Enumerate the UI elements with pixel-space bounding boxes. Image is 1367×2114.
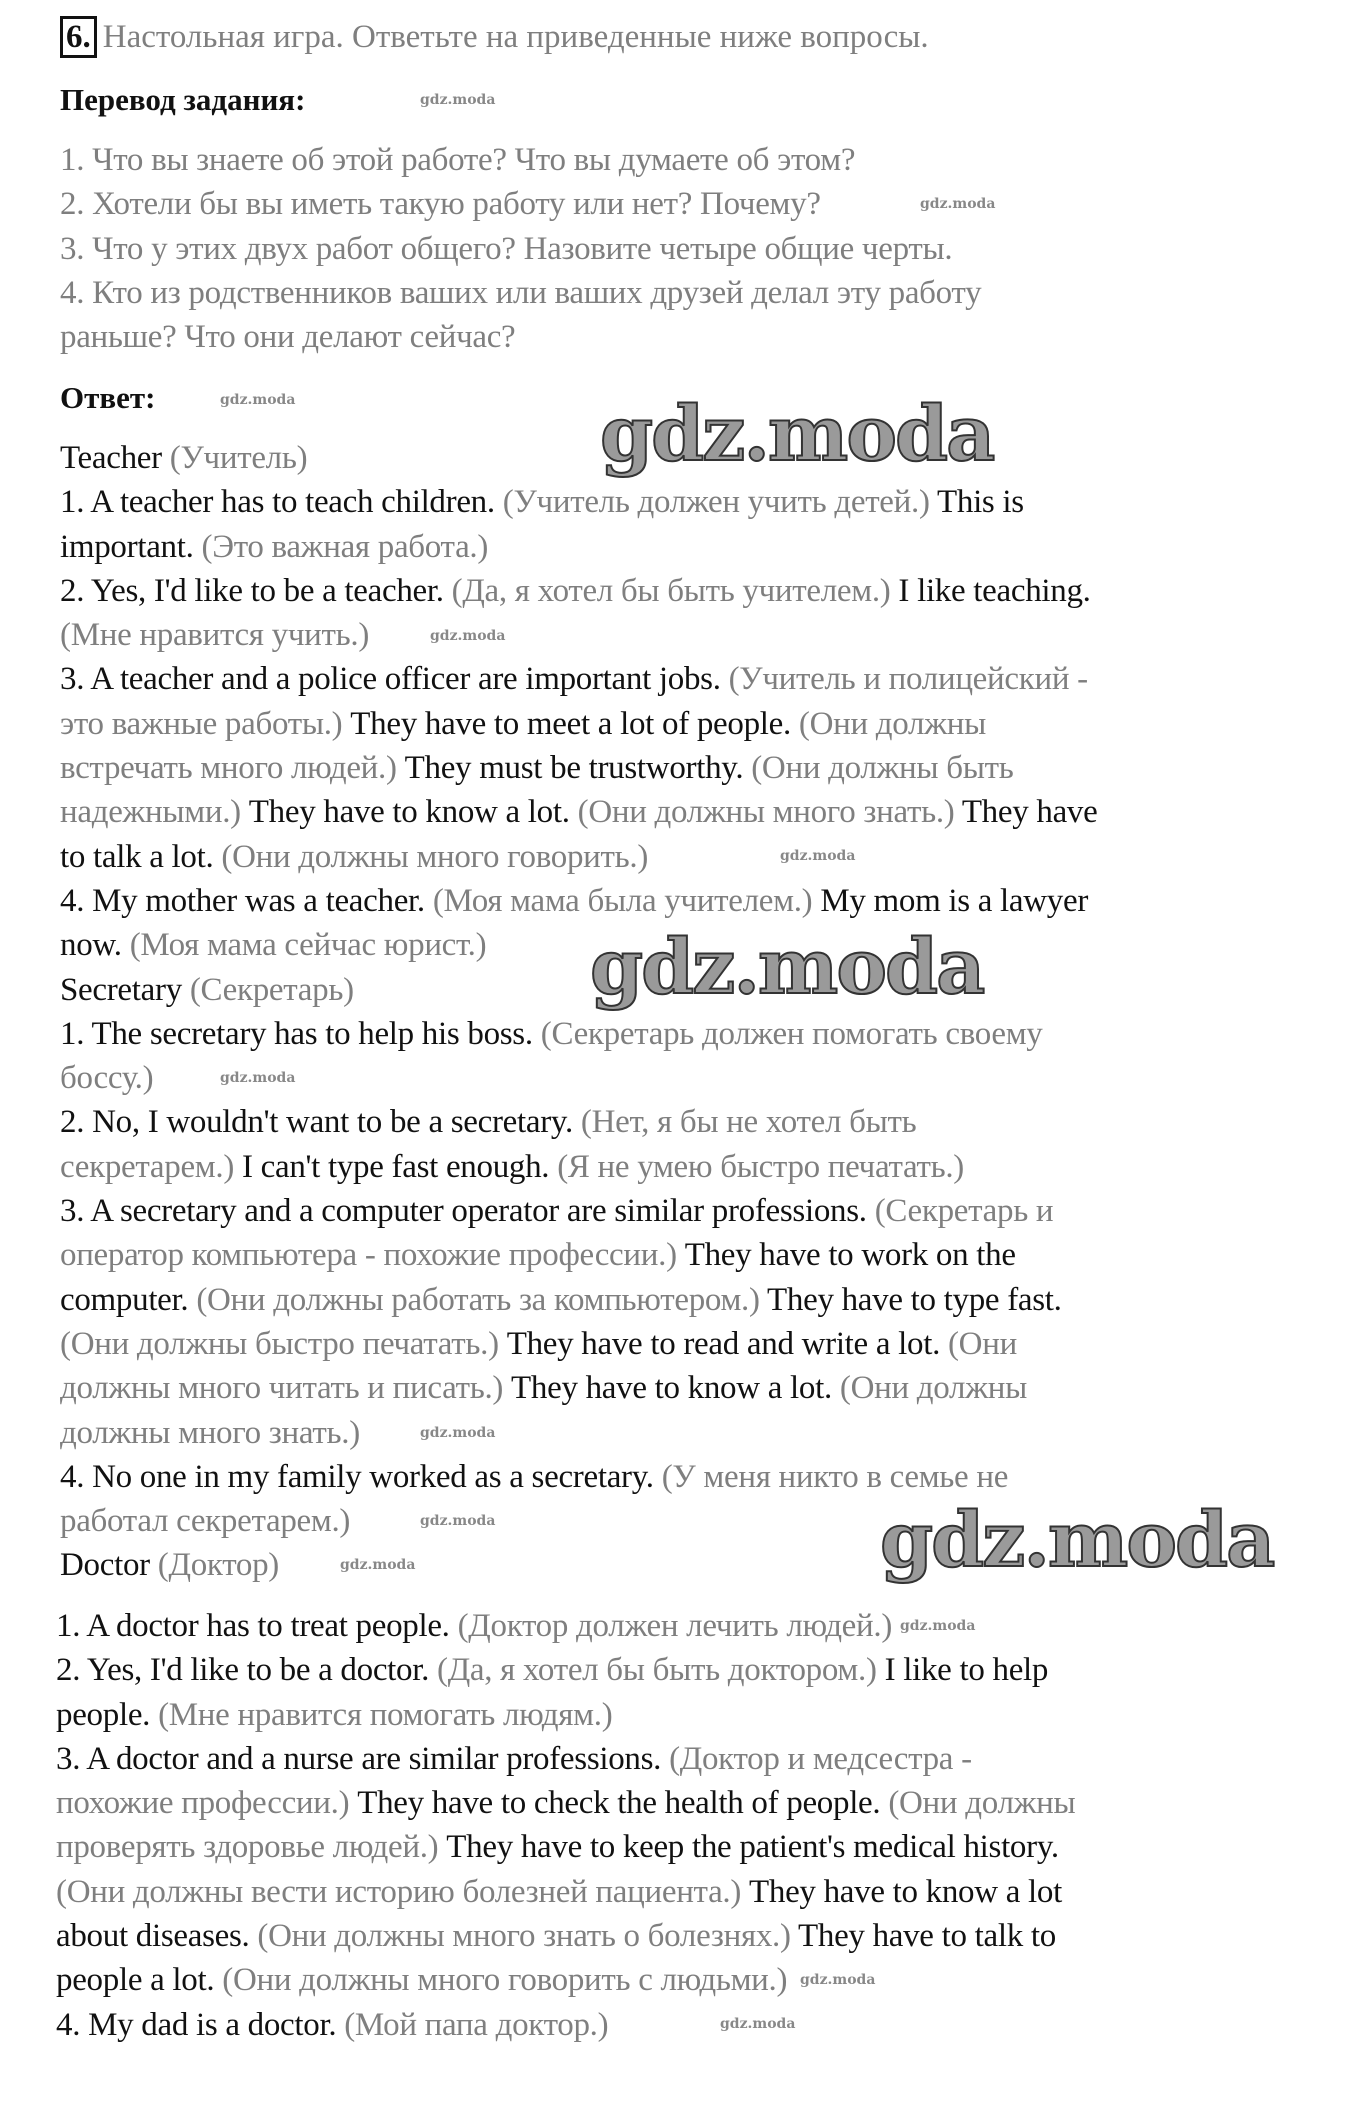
english-text: 4. My dad is a doctor. [56,2006,345,2043]
english-text: This is [929,484,1024,521]
russian-translation: (Учитель должен учить детей.) [502,484,930,521]
english-text: 2. Yes, I'd like to be a teacher. [60,572,452,609]
russian-translation: (Нет, я бы не хотел быть [580,1104,917,1141]
question: раньше? Что они делают сейчас? [60,319,516,356]
text-line [60,702,1097,746]
text-line [56,1870,1075,1914]
russian-translation: похожие профессии.) [56,1785,350,1822]
russian-translation: (Да, я хотел бы быть учителем.) [451,572,891,609]
english-text: They have to know a lot. [503,1370,840,1407]
text-line [60,480,1097,524]
watermark-small: gdz.moda [800,1972,876,1988]
english-text: 1. The secretary has to help his boss. [60,1015,541,1052]
english-text: They have [954,794,1098,831]
russian-translation: (Они должны [888,1785,1076,1822]
text-line [60,879,1097,923]
russian-translation: (Это важная работа.) [201,528,489,565]
english-text: computer. [60,1281,197,1318]
english-text: people. [56,1696,159,1733]
text-line [60,613,1097,657]
english-text: They have to work on the [676,1237,1016,1274]
english-text: 2. Yes, I'd like to be a doctor. [56,1652,438,1689]
text-line [56,1914,1075,1958]
english-text: about diseases. [56,1918,258,1955]
watermark-logo: gdz.moda [880,1495,1274,1584]
english-text: important. [60,528,202,565]
russian-translation: это важные работы.) [60,705,343,742]
watermark-small: gdz.moda [780,848,856,864]
watermark-small: gdz.moda [220,1070,296,1086]
text-line [60,1056,1097,1100]
text-line [56,1781,1075,1825]
english-text: people a lot. [56,1962,223,1999]
english-text: 4. No one in my family worked as a secretary. [60,1458,662,1495]
answer-text [60,436,1097,1588]
english-text: My mom is a lawyer [812,882,1089,919]
english-text: They have to keep the patient's medical history. [438,1829,1059,1866]
english-text: Secretary [60,971,190,1008]
watermark-small: gdz.moda [340,1557,416,1573]
text-line [60,1366,1097,1410]
russian-translation: (Они должны много знать о болезнях.) [257,1918,791,1955]
english-text: They have to talk to [790,1918,1056,1955]
watermark-logo: gdz.moda [590,922,984,1011]
text-line [60,790,1097,834]
russian-translation: боссу.) [60,1060,154,1097]
text-line [60,835,1097,879]
english-text: 3. A teacher and a police officer are important jobs. [60,661,729,698]
russian-translation: должны много читать и писать.) [60,1370,504,1407]
text-line [60,1278,1097,1322]
text-line [60,1100,1097,1144]
text-line [56,1737,1075,1781]
english-text: 3. A secretary and a computer operator are similar professions. [60,1193,875,1230]
english-text: Teacher [60,440,170,476]
english-text: 1. A teacher has to teach children. [60,484,503,521]
russian-translation: работал секретарем.) [60,1503,351,1540]
text-line [56,2003,1075,2047]
english-text: I like teaching. [890,572,1091,609]
russian-translation: (Я не умею быстро печатать.) [557,1148,964,1185]
russian-translation: (Моя мама была учителем.) [432,882,813,919]
english-text: They have to read and write a lot. [498,1325,948,1362]
russian-translation: (Учитель и полицейский - [728,661,1088,698]
translation-heading: Перевод задания: [60,82,306,117]
text-line [60,657,1097,701]
russian-translation: (Они должны много говорить.) [221,838,649,875]
text-line [60,1189,1097,1233]
russian-translation: (Моя мама сейчас юрист.) [129,927,487,964]
english-text: They have to check the health of people. [349,1785,889,1822]
russian-translation: (Мне нравится учить.) [60,617,370,654]
questions-list [60,138,981,359]
russian-translation: встречать много людей.) [60,750,397,787]
russian-translation: (Доктор должен лечить людей.) [457,1608,893,1644]
text-line [60,569,1097,613]
answer-heading: Ответ: [60,380,156,415]
russian-translation: (Они должны [798,705,986,742]
question: 3. Что у этих двух работ общего? Назовите четыре общие черты. [60,230,953,267]
russian-translation: секретарем.) [60,1148,235,1185]
text-line [60,1233,1097,1277]
english-text: 3. A doctor and a nurse are similar professions. [56,1740,670,1777]
task-title [60,15,929,59]
russian-translation: (У меня никто в семье не [661,1458,1009,1495]
english-text: They have to meet a lot of people. [342,705,799,742]
russian-translation: (Секретарь и [874,1193,1054,1230]
russian-translation: проверять здоровье людей.) [56,1829,439,1866]
russian-translation: (Они должны много знать.) [577,794,955,831]
watermark-small: gdz.moda [220,392,296,408]
english-text: They have to know a lot [741,1873,1062,1910]
russian-translation: (Секретарь) [189,971,354,1008]
question: 4. Кто из родственников ваших или ваших друзей делал эту работу [60,274,982,311]
question: 2. Хотели бы вы иметь такую работу или нет? Почему? [60,186,821,223]
watermark-logo: gdz.moda [600,389,994,478]
text-line [60,1411,1097,1455]
text-line [60,1455,1097,1499]
russian-translation: (Они должны работать за компьютером.) [196,1281,760,1318]
russian-translation: (Они должны вести историю болезней пациента.) [56,1873,742,1910]
task-number: 6. [60,16,97,58]
english-text: I can't type fast enough. [234,1148,558,1185]
text-line [60,746,1097,790]
task-text: Настольная игра. Ответьте на приведенные ниже вопросы. [102,19,929,55]
watermark-small: gdz.moda [420,1425,496,1441]
text-line [56,1825,1075,1869]
text-line [56,1958,1075,2002]
doctor-answer-text [56,1604,1075,2047]
russian-translation: надежными.) [60,794,241,831]
watermark-small: gdz.moda [720,2016,796,2032]
english-text: to talk a lot. [60,838,222,875]
english-text: They must be trustworthy. [396,750,752,787]
watermark-small: gdz.moda [900,1618,976,1634]
english-text: 2. No, I wouldn't want to be a secretary. [60,1104,581,1141]
russian-translation: (Секретарь должен помогать своему [540,1015,1043,1052]
russian-translation: (Они должны быть [751,750,1014,787]
russian-translation: (Мой папа доктор.) [344,2006,609,2043]
english-text: Doctor [60,1547,158,1584]
russian-translation: (Учитель) [169,440,308,476]
english-text: 1. A doctor has to treat people. [56,1608,458,1644]
text-line [56,1693,1075,1737]
watermark-small: gdz.moda [430,628,506,644]
watermark-small: gdz.moda [420,92,496,108]
russian-translation: (Они должны быстро печатать.) [60,1325,499,1362]
english-text: now. [60,927,130,964]
english-text: They have to know a lot. [240,794,578,831]
text-line [60,525,1097,569]
text-line [60,1145,1097,1189]
english-text: 4. My mother was a teacher. [60,882,433,919]
russian-translation: (Доктор и медсестра - [669,1740,972,1777]
russian-translation: (Мне нравится помогать людям.) [158,1696,613,1733]
english-text: They have to type fast. [759,1281,1062,1318]
english-text: I like to help [876,1652,1049,1689]
russian-translation: (Они должны много говорить с людьми.) [222,1962,788,1999]
text-line [60,1012,1097,1056]
russian-translation: (Да, я хотел бы быть доктором.) [437,1652,877,1689]
watermark-small: gdz.moda [920,196,996,212]
russian-translation: (Они должны [839,1370,1027,1407]
watermark-small: gdz.moda [420,1513,496,1529]
russian-translation: (Они [947,1325,1017,1362]
text-line [56,1648,1075,1692]
russian-translation: оператор компьютера - похожие профессии.) [60,1237,677,1274]
text-line [60,1322,1097,1366]
russian-translation: (Доктор) [157,1547,279,1584]
question: 1. Что вы знаете об этой работе? Что вы думаете об этом? [60,142,856,178]
russian-translation: должны много знать.) [60,1414,360,1451]
